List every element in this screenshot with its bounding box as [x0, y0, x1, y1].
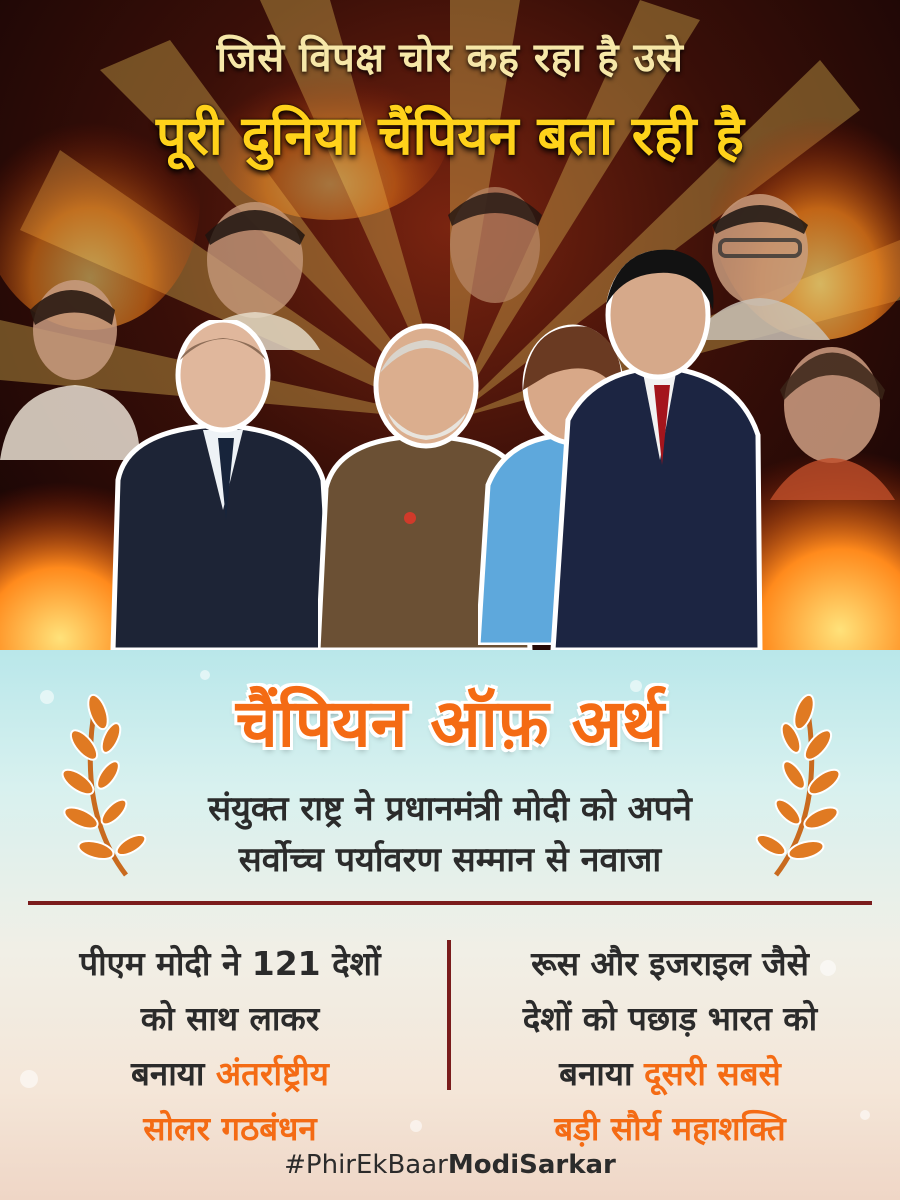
solar-power-column — [470, 936, 870, 1156]
opposition-leader-3 — [430, 160, 560, 330]
left-line-2: को साथ लाकर — [140, 999, 320, 1038]
award-title: चैंपियन ऑफ़ अर्थ — [235, 685, 665, 762]
left-highlight-2: सोलर गठबंधन — [143, 1109, 317, 1148]
headline-line-2: पूरी दुनिया चैंपियन बता रही है — [156, 104, 744, 167]
leader-right-navy-suit — [548, 245, 763, 650]
vertical-divider — [447, 940, 451, 1090]
award-section — [0, 650, 900, 1200]
award-description-line-2: सर्वोच्च पर्यावरण सम्मान से नवाजा — [238, 840, 662, 880]
solar-alliance-column — [30, 936, 430, 1156]
right-line-2: देशों को पछाड़ भारत को — [522, 999, 818, 1038]
left-line-1: पीएम मोदी ने 121 देशों — [79, 944, 381, 983]
opposition-leader-5 — [760, 320, 900, 500]
leader-left-dark-suit — [108, 320, 338, 650]
right-highlight-1: दूसरी सबसे — [644, 1054, 781, 1093]
horizontal-divider — [28, 901, 872, 905]
right-line-3: बनाया दूसरी सबसे — [559, 1054, 781, 1093]
right-line-1: रूस और इजराइल जैसे — [531, 944, 809, 983]
left-line-3: बनाया अंतर्राष्ट्रीय — [131, 1054, 329, 1093]
headline-line-1: जिसे विपक्ष चोर कह रहा है उसे — [216, 35, 684, 81]
campaign-hashtag: #PhirEkBaarModiSarkar — [284, 1150, 616, 1180]
left-highlight-1: अंतर्राष्ट्रीय — [215, 1054, 329, 1093]
award-description-line-1: संयुक्त राष्ट्र ने प्रधानमंत्री मोदी को अपने — [208, 789, 692, 829]
right-highlight-2: बड़ी सौर्य महाशक्ति — [554, 1109, 786, 1148]
